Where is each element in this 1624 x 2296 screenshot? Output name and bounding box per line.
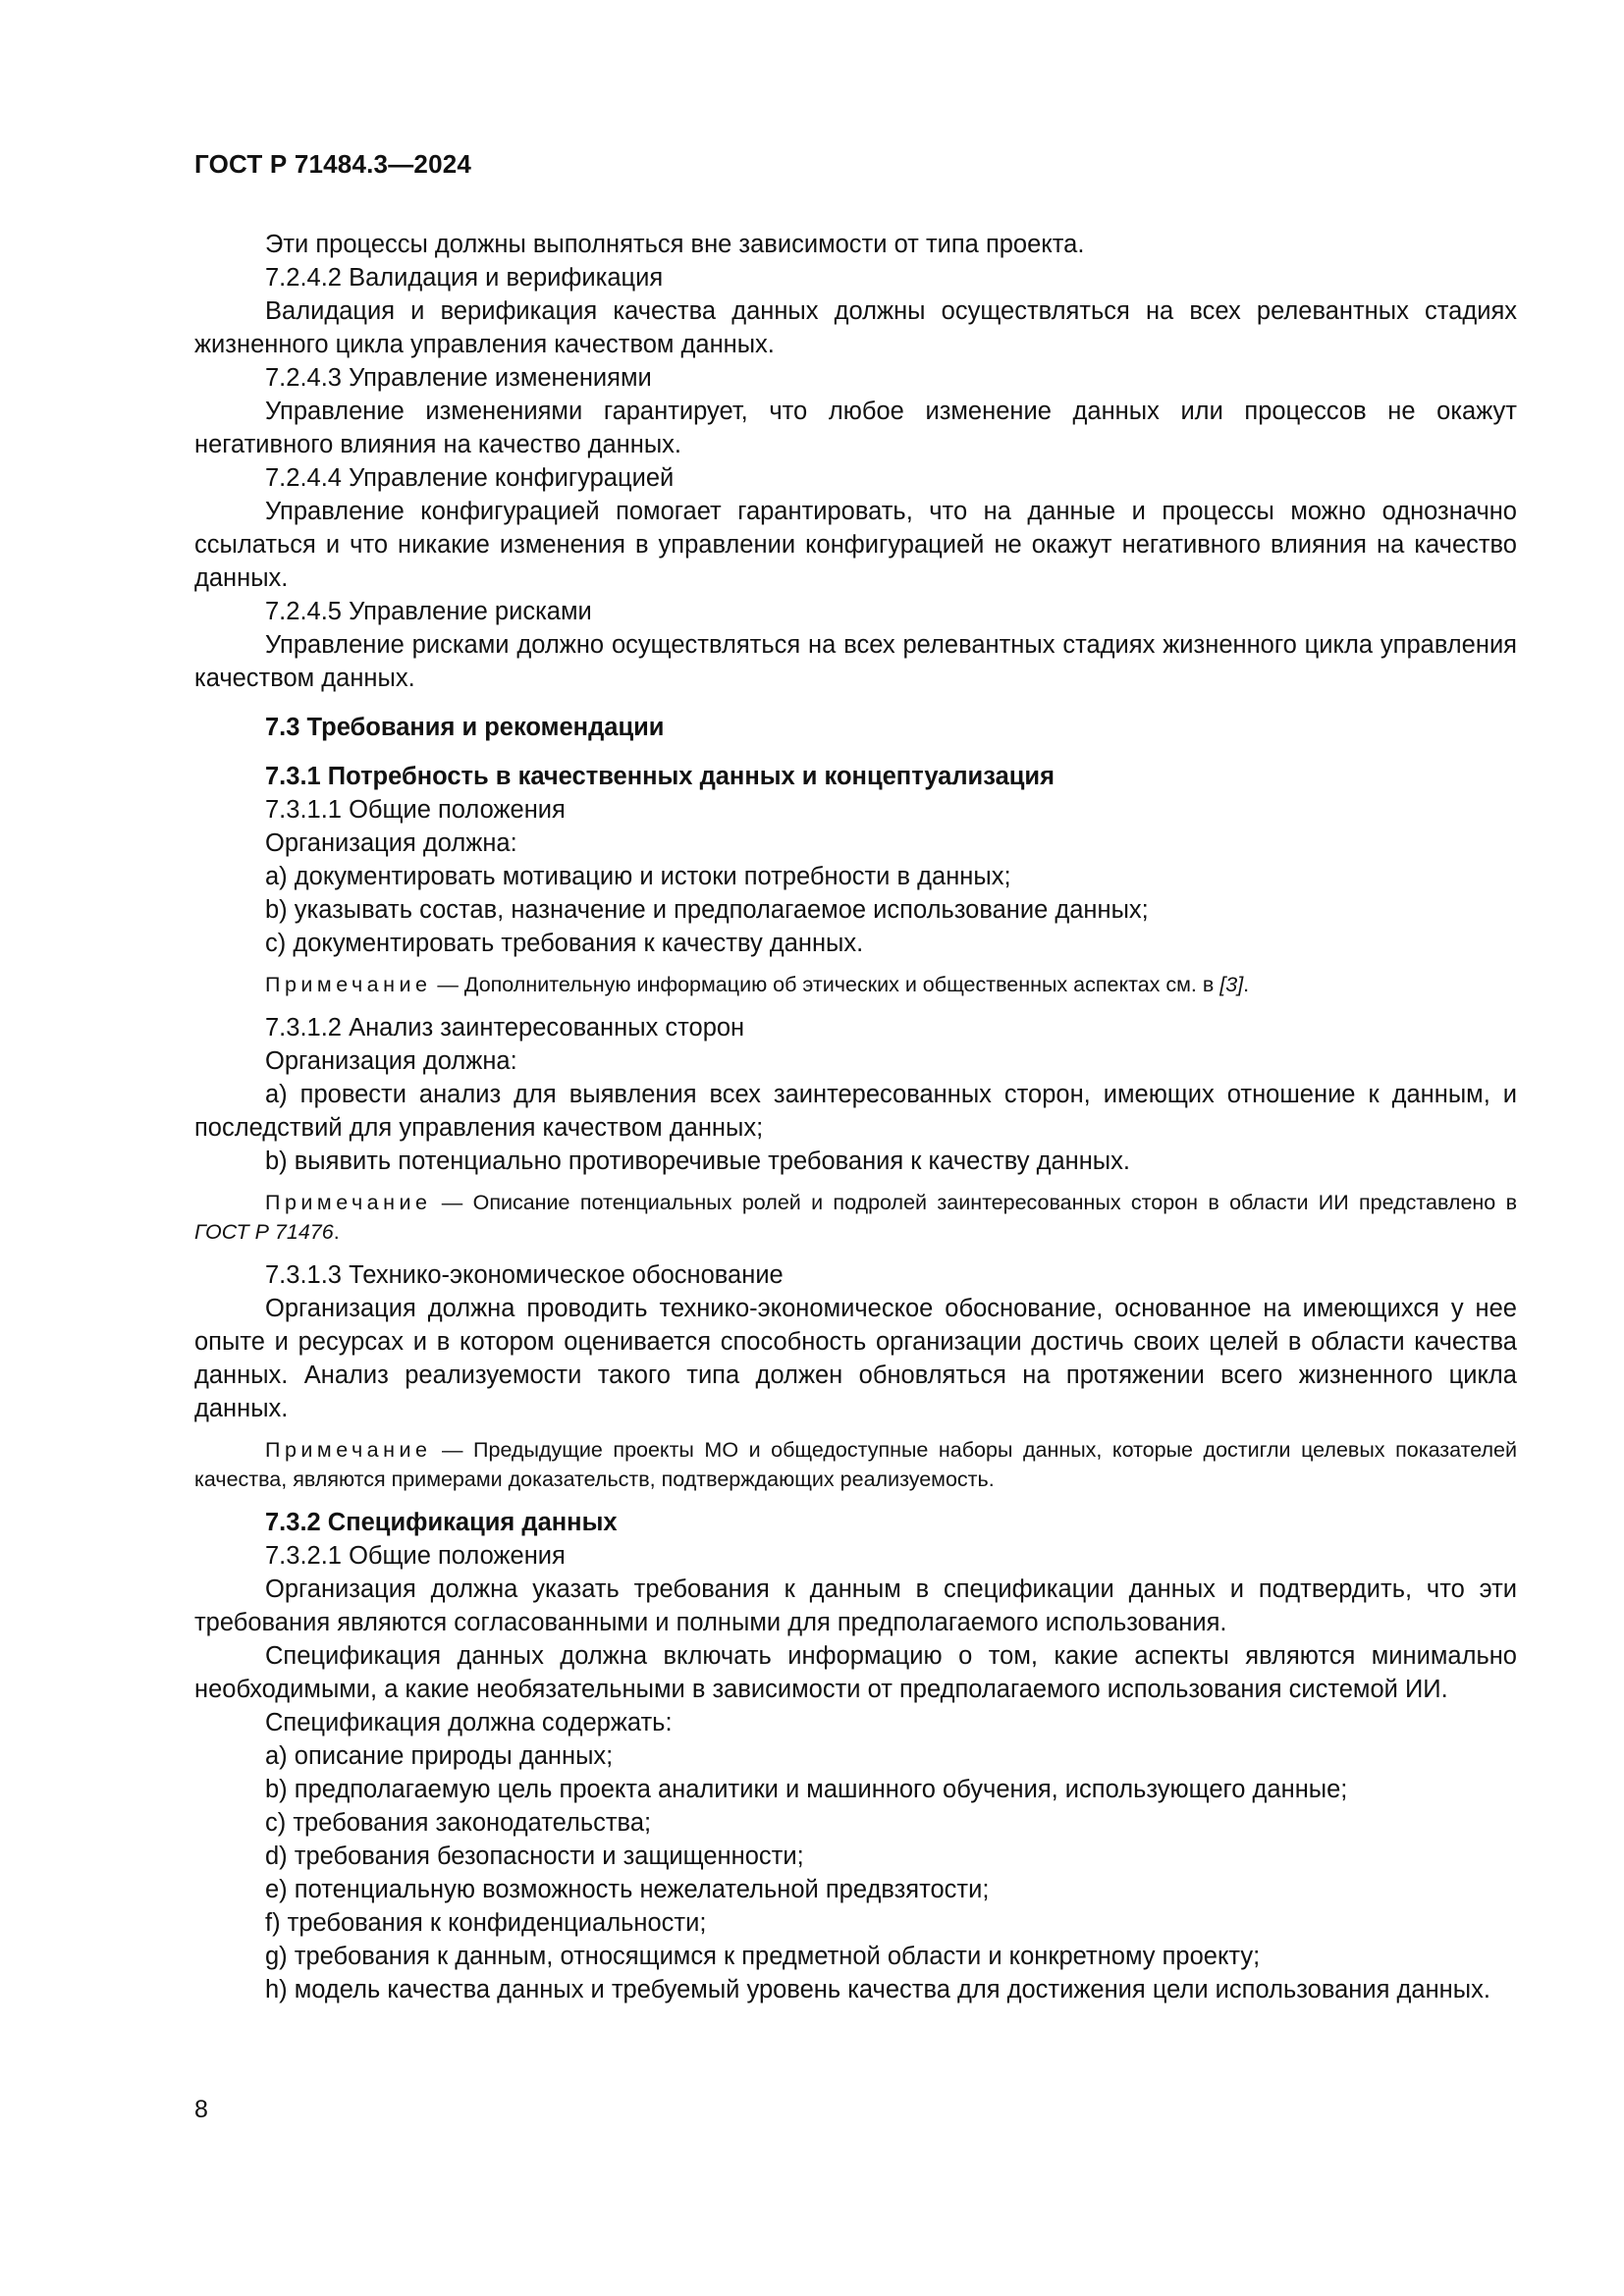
list-item: d) требования безопасности и защищенности; [265,1842,804,1870]
note-label: Примечание [265,973,432,996]
paragraph: Организация должна указать требования к данным в спецификации данных и подтвердить, что эти требования являются согласованными и полными для предполагаемого использования. [194,1575,1517,1636]
section-heading-7-3: 7.3 Требования и рекомендации [265,714,665,741]
subclause-heading: 7.3.1.2 Анализ заинтересованных сторон [265,1014,745,1041]
list-item: f) требования к конфиденциальности; [265,1909,707,1937]
paragraph: Валидация и верификация качества данных должны осуществляться на всех релевантных стадиях жизненного цикла управления качеством данных. [194,297,1517,358]
paragraph: Эти процессы должны выполняться вне зависимости от типа проекта. [265,231,1085,258]
list-item: a) провести анализ для выявления всех заинтересованных сторон, имеющих отношение к данным, и последствий для управления качеством данных; [194,1081,1517,1142]
list-item: b) выявить потенциально противоречивые требования к качеству данных. [265,1148,1130,1175]
list-item: h) модель качества данных и требуемый уровень качества для достижения цели использования данных. [265,1976,1490,2003]
subclause-heading: 7.2.4.2 Валидация и верификация [265,264,664,292]
note-reference: [3] [1219,973,1244,996]
note [194,1435,1517,1494]
paragraph: Организация должна: [265,829,517,857]
paragraph: Организация должна проводить технико-экономическое обоснование, основанное на имеющихся у нее опыте и ресурсах и в котором оценивается способность организации достичь своих целей в области качества данных. Анализ реализуемости такого типа должен обновляться на протяжении всего жизненного цикла данных. [194,1295,1517,1422]
note-reference: ГОСТ Р 71476 [194,1220,334,1244]
page-number: 8 [194,2096,208,2123]
subclause-heading: 7.2.4.4 Управление конфигурацией [265,464,675,492]
paragraph: Управление изменениями гарантирует, что любое изменение данных или процессов не окажут негативного влияния на качество данных. [194,398,1517,458]
list-item: a) описание природы данных; [265,1742,614,1770]
section-heading-7-3-1: 7.3.1 Потребность в качественных данных и концептуализация [265,763,1055,790]
list-item: e) потенциальную возможность нежелательной предвзятости; [265,1876,990,1903]
note-end: . [333,1220,340,1244]
note-text: — Предыдущие проекты МО и общедоступные наборы данных, которые достигли целевых показателей качества, являются примерами доказательств, подтверждающих реализуемость. [194,1438,1517,1491]
list-item: b) предполагаемую цель проекта аналитики и машинного обучения, использующего данные; [265,1776,1348,1803]
paragraph: Спецификация должна содержать: [265,1709,673,1736]
section-heading-7-3-2: 7.3.2 Спецификация данных [265,1509,618,1536]
document-code-header: ГОСТ Р 71484.3—2024 [194,149,472,179]
page-content [194,228,1517,2006]
subclause-heading: 7.3.1.1 Общие положения [265,796,566,824]
note [194,1188,1517,1247]
note-text: — Описание потенциальных ролей и подролей заинтересованных сторон в области ИИ представлено в [431,1191,1517,1214]
note-label: Примечание [265,1191,432,1214]
list-item: c) документировать требования к качеству данных. [265,930,864,957]
subclause-heading: 7.3.1.3 Технико-экономическое обоснование [265,1261,784,1289]
paragraph: Управление рисками должно осуществляться на всех релевантных стадиях жизненного цикла управления качеством данных. [194,631,1517,692]
note-text: — Дополнительную информацию об этических и общественных аспектах см. в [431,973,1220,996]
note [194,970,1517,999]
paragraph: Управление конфигурацией помогает гарантировать, что на данные и процессы можно однозначно ссылаться и что никакие изменения в управлении конфигурацией не окажут негативного влияния на качество данных. [194,498,1517,592]
subclause-heading: 7.2.4.3 Управление изменениями [265,364,652,392]
list-item: b) указывать состав, назначение и предполагаемое использование данных; [265,896,1149,924]
paragraph: Спецификация данных должна включать информацию о том, какие аспекты являются минимально необходимыми, а какие необязательными в зависимости от предполагаемого использования системой ИИ. [194,1642,1517,1703]
list-item: c) требования законодательства; [265,1809,652,1837]
note-label: Примечание [265,1438,432,1462]
subclause-heading: 7.3.2.1 Общие положения [265,1542,566,1570]
note-end: . [1243,973,1250,996]
subclause-heading: 7.2.4.5 Управление рисками [265,598,592,625]
paragraph: Организация должна: [265,1047,517,1075]
list-item: g) требования к данным, относящимся к предметной области и конкретному проекту; [265,1943,1261,1970]
list-item: a) документировать мотивацию и истоки потребности в данных; [265,863,1011,890]
